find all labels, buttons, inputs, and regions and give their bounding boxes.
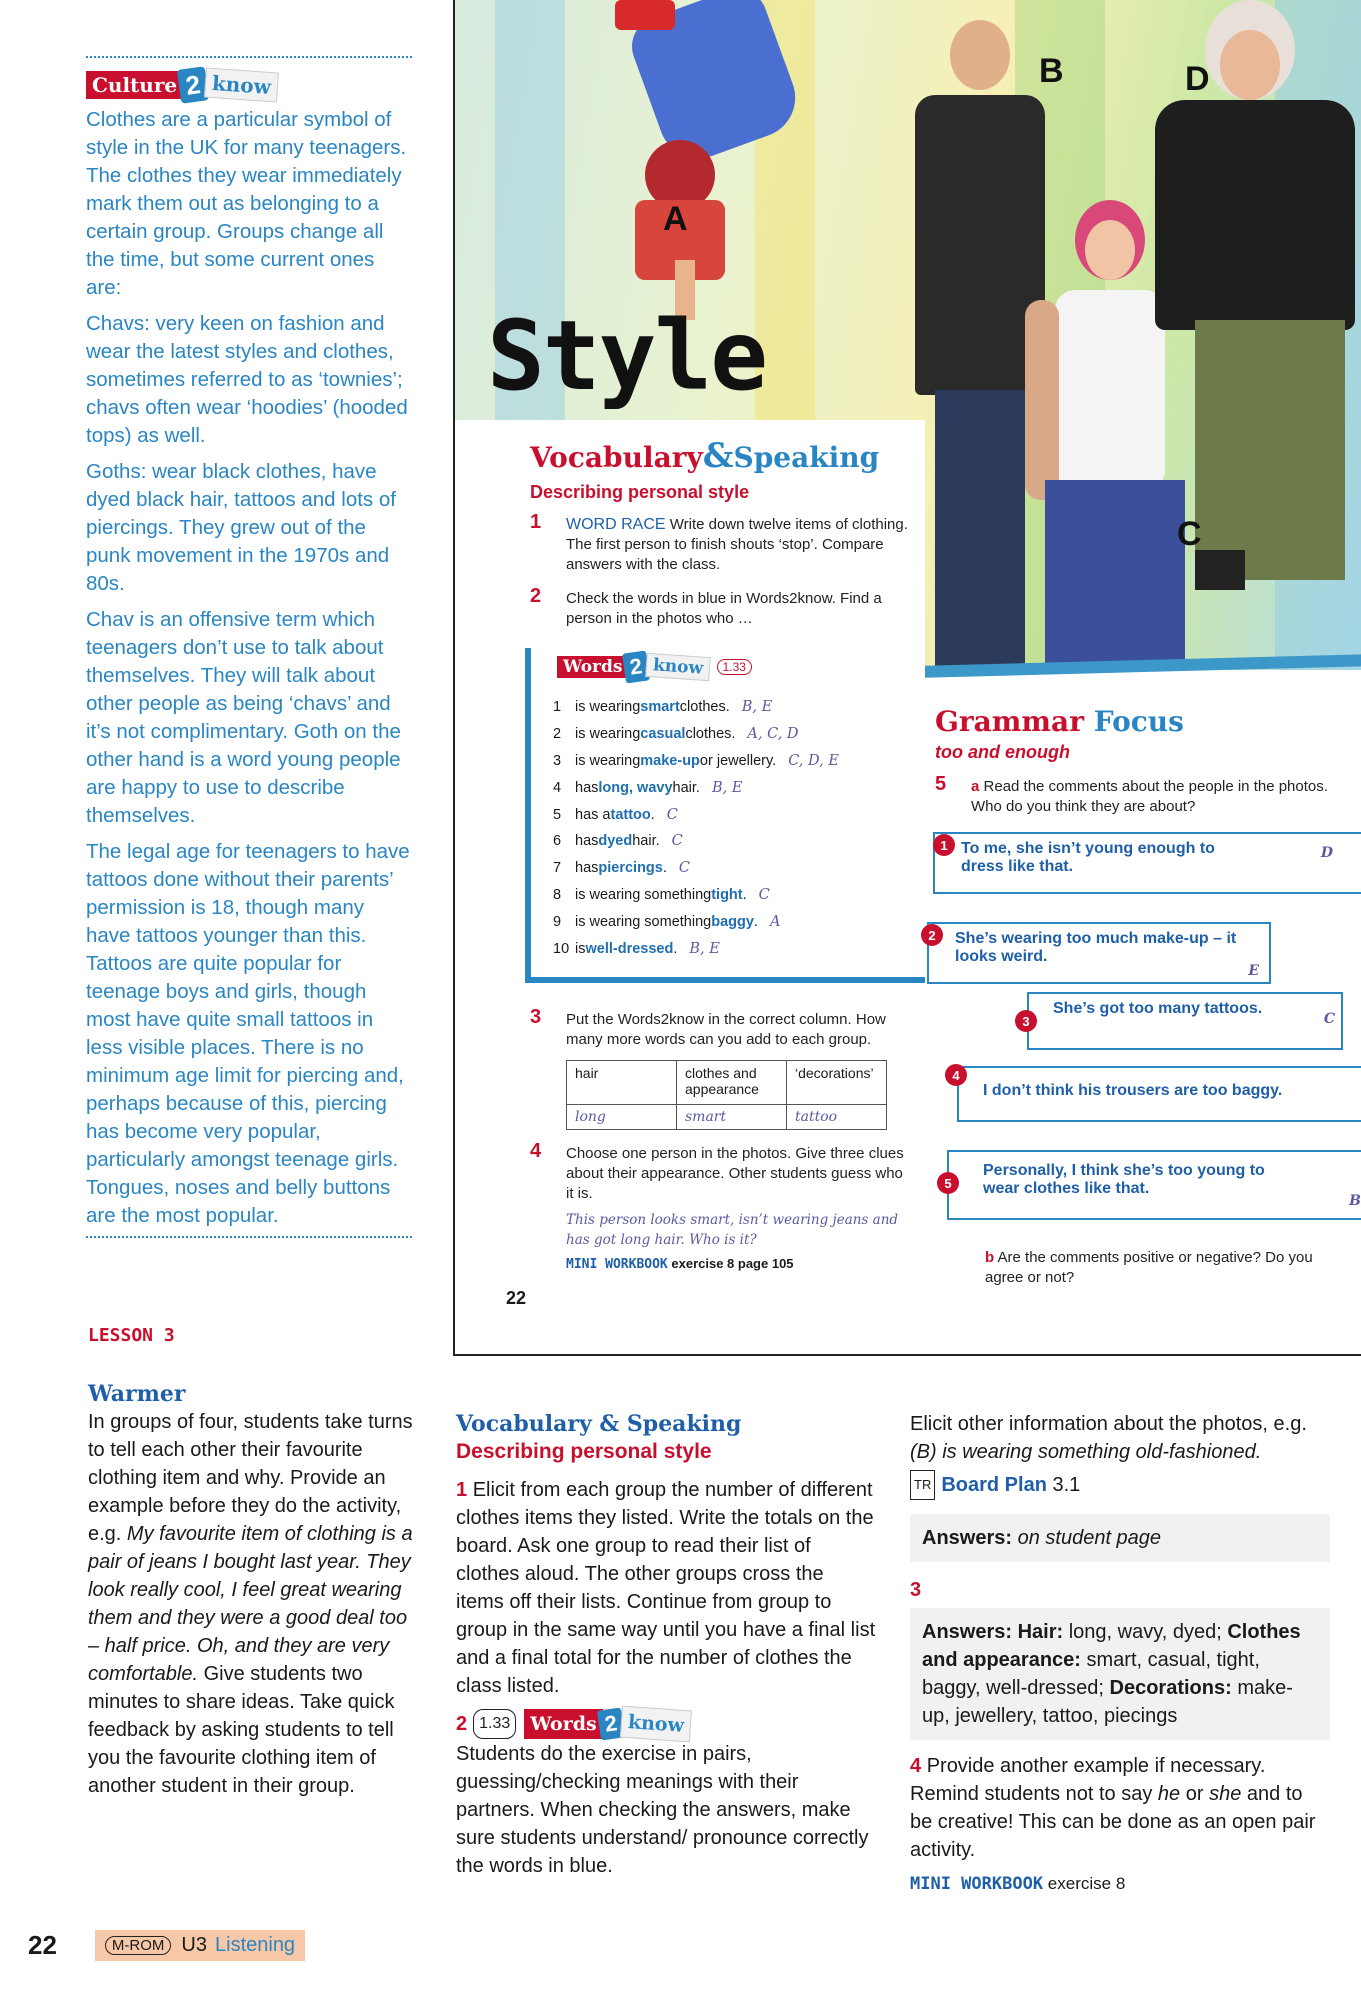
step-4: 4 Provide another example if necessary. Remind students not to say he or she and to be creative! This can be done as an open pair activity. <box>910 1755 1316 1861</box>
word-item: 1 is wearing smart clothes. B, E <box>553 699 773 716</box>
exercise-4-example: This person looks smart, isn’t wearing jeans and has got long hair. Who is it? <box>566 1212 899 1248</box>
culture-paragraph: Goths: wear black clothes, have dyed black hair, tattoos and lots of piercings. They grew out of the punk movement in the 1970s and 80s. <box>86 460 396 595</box>
track-number: 1.33 <box>473 1709 516 1739</box>
grammar-subtitle: too and enough <box>935 742 1070 762</box>
photo-label-d: D <box>1185 60 1210 98</box>
page-number: 22 <box>28 1930 57 1960</box>
exercise-3-4: 3 Put the Words2know in the correct column. How many more words can you add to each group. hair clothes and appearance ‘decorations’ long smart tattoo 4 Choose one person in the photos. Give three clues about their appearance. Other students guess who it is. This person looks smart, isn’t wearing jeans and has got long hair. Who is it? MINI WORKBOOK exercise 8 page 105 22 <box>530 1010 910 1272</box>
ampersand: & <box>702 436 734 476</box>
column-title: Vocabulary & Speaking <box>456 1411 742 1437</box>
page-footer <box>28 1930 305 1961</box>
badge-number: 2 <box>177 66 209 104</box>
badge-know: know <box>204 67 279 102</box>
word-item: 9 is wearing something baggy . A <box>553 913 781 930</box>
words2know-badge: Words 2 know 1.33 <box>557 652 752 682</box>
mini-workbook-label: MINI WORKBOOK <box>566 1257 668 1272</box>
section-subtitle: Describing personal style <box>530 482 750 502</box>
exercise-5b: b Are the comments positive or negative? Do you agree or not? <box>985 1249 1313 1286</box>
photo-label-a: A <box>663 200 688 238</box>
exercise-2-text: Check the words in blue in Words2know. Find a person in the photos who … <box>566 590 882 627</box>
word-item: 5 has a tattoo . C <box>553 806 678 823</box>
column-subtitle: Describing personal style <box>456 1440 712 1463</box>
answers-box: Answers: Hair: long, wavy, dyed; Clothes and appearance: smart, casual, tight, baggy, well-dressed; Decorations: make-up, jewellery, tattoo, piecings <box>910 1608 1330 1740</box>
word-item: 6 has dyed hair. C <box>553 833 683 850</box>
comment-bubble: To me, she isn’t young enough to dress like that. D <box>933 832 1361 894</box>
words2know-box <box>525 648 925 983</box>
step-1: 1 Elicit from each group the number of different clothes items they listed. Write the totals on the board. Ask one group to read their list of clothes aloud. The other groups cross the items off their lists. Continue from group to group in the same way until you have a final list and a final total for the number of clothes the class listed. <box>456 1479 876 1697</box>
word-item: 10 is well-dressed . B, E <box>553 940 720 957</box>
person-a-figure <box>605 0 805 320</box>
word-item: 7 has piercings . C <box>553 860 690 877</box>
photo-label-b: B <box>1039 52 1064 90</box>
step-2-header: 2 1.33 Words 2 know <box>456 1708 876 1740</box>
warmer-title: Warmer <box>88 1381 186 1407</box>
student-page-number: 22 <box>506 1288 527 1308</box>
page-title: Style <box>487 300 766 412</box>
exercise-number: 2 <box>530 585 542 607</box>
word-item: 2 is wearing casual clothes. A, C, D <box>553 726 799 743</box>
photo-label-c: C <box>1177 515 1202 553</box>
culture-paragraph: Clothes are a particular symbol of style in the UK for many teenagers. The clothes they wear immediately mark them out as belonging to a certain group. Groups change all the time, but some current ones are: <box>86 108 407 299</box>
step-2: Students do the exercise in pairs, guessing/checking meanings with their partners. When checking the answers, make sure students understand/ pronounce correctly the words in blue. <box>456 1743 869 1877</box>
track-number: 1.33 <box>717 659 752 675</box>
warmer-text: In groups of four, students take turns to tell each other their favourite clothing item and why. Provide an example before they do the activity, e.g. My favourite item of clothing is a pair of jeans I bought last year. They look really cool, I feel great wearing them and they were a good deal too – half price. Oh, and they are very comfortable. Give students two minutes to share ideas. Take quick feedback by asking students to tell you the favourite clothing item of another student in their group. <box>88 1411 413 1797</box>
mini-workbook-ref: MINI WORKBOOK exercise 8 <box>910 1874 1126 1894</box>
exercise-4-text: Choose one person in the photos. Give three clues about their appearance. Other students guess who it is. <box>566 1145 904 1202</box>
teacher-column-3: Elicit other information about the photos, e.g. (B) is wearing something old-fashioned. TR Board Plan 3.1 Answers: on student page 3 Answers: Hair: long, wavy, dyed; Clothes and appearance: smart, casual, tight, baggy, well-dressed; Decorations: make-up, jewellery, tattoo, piecings 4 Provide another example if necessary. Remind students not to say he or she and to be creative! This can be done as an open pair activity. MINI WORKBOOK exercise 8 <box>910 1410 1330 1898</box>
exercise-1-text: WORD RACE Write down twelve items of clothing. The first person to finish shouts ‘stop’. Compare answers with the class. <box>566 516 908 573</box>
culture2know-badge <box>86 68 278 102</box>
comment-bubble: She’s got too many tattoos. C <box>1027 992 1343 1050</box>
culture-label: Culture <box>86 71 183 99</box>
tr-tag: TR <box>910 1470 935 1500</box>
word-item: 3 is wearing make-up or jewellery. C, D, E <box>553 752 839 769</box>
exercise-number: 1 <box>530 511 542 533</box>
words-list <box>553 694 933 962</box>
vocab-title: Vocabulary <box>530 441 703 474</box>
comment-bubble: I don’t think his trousers are too baggy. <box>957 1066 1361 1122</box>
comment-bubble: She’s wearing too much make-up – it looks weird. E <box>927 922 1271 984</box>
teacher-column-2 <box>456 1410 876 1880</box>
divider <box>86 1236 412 1238</box>
word-columns-table: hair clothes and appearance ‘decorations’ long smart tattoo <box>566 1060 887 1130</box>
culture-paragraph: Chavs: very keen on fashion and wear the latest styles and clothes, sometimes referred to as ‘townies’; chavs often wear ‘hoodies’ (hooded tops) as well. <box>86 312 408 447</box>
board-plan: TR Board Plan 3.1 <box>910 1470 1330 1500</box>
teacher-column-1 <box>88 1322 418 1800</box>
word-item: 4 has long, wavy hair. B, E <box>553 779 743 796</box>
exercise-3-text: Put the Words2know in the correct column. How many more words can you add to each group. <box>566 1011 886 1048</box>
word-race-label: WORD RACE <box>566 516 666 533</box>
elicit-text: Elicit other information about the photos, e.g. (B) is wearing something old-fashioned. <box>910 1413 1307 1463</box>
divider <box>86 56 412 58</box>
culture-paragraph: Chav is an offensive term which teenagers don’t use to talk about themselves. They will talk about other people as being ‘chavs’ and it’s not complimentary. Goth on the other hand is a word young people are happy to use to describe themselves. <box>86 608 401 827</box>
answers-box: Answers: on student page <box>910 1514 1330 1562</box>
comment-bubble: Personally, I think she’s too young to wear clothes like that. B <box>947 1150 1361 1220</box>
culture-sidebar <box>86 56 412 1238</box>
grammar-focus-section: Grammar Focus too and enough 5 a Read the comments about the people in the photos. Who do you think they are about? <box>935 705 1355 817</box>
speaking-title: Speaking <box>733 441 880 474</box>
culture-paragraph: The legal age for teenagers to have tattoos done without their parents’ permission is 18, though many have tattoos younger than this. Tattoos are quite popular for teenage boys and girls, though most have quite small tattoos in less visible places. There is no minimum age limit for piercing and, perhaps because of this, piercing has become very popular, particularly amongst teenage girls. Tongues, noses and belly buttons are the most popular. <box>86 840 410 1227</box>
lesson-label: LESSON 3 <box>88 1325 175 1346</box>
vocab-speaking-section <box>530 436 930 629</box>
mrom-tag: M-ROM U3 Listening <box>95 1930 305 1961</box>
person-d-figure <box>1135 0 1361 620</box>
word-item: 8 is wearing something tight . C <box>553 886 770 903</box>
words2know-badge: Words 2 know <box>524 1708 690 1740</box>
student-page: A B C D Style Vocabulary&Speaking Describing personal style 1 WORD RACE Write down twelve items of clothing. The first person to finish shouts ‘stop’. Compare answers with the class. 2 Check the words in blue in Words2know. Find a person in the photos who … Words 2 know 1.33 1 is wearing smart clothes. B, E 2 is wearing casual clothes. A, C, D 3 is wearing make-up or jewellery. C, D, E 4 has long, wavy hair. B, E 5 has a tattoo . C 6 has dyed hair. C 7 has piercings . C 8 is wearing something tight . C 9 is wearing something baggy . A 10 is well-dressed . B, E 3 Put the Words2know in the correct column. How many more words can you add to each group. hair clothes and appearance ‘decorations’ long smart tattoo 4 Choose one person in the photos. Give three clues about their appearance. Other students guess who it is. This person looks smart, isn’t wearing jeans and has got long hair. Who is it? MINI WORKBOOK exercise 8 page 105 22 Grammar Focus too and enough 5 a Read the comments about the people in the photos. Who do you think they are about? To me, she isn’t young enough to dress like that. D 1 She’s wearing too much make-up – it looks weird. E 2 She’s got too many tattoos. C 3 I don’t think his trousers are too baggy. 4 Personally, I think she’s too young to wear clothes like that. B 5 b Are the comments positive or negative? Do you agree or not? <box>453 0 1361 1356</box>
